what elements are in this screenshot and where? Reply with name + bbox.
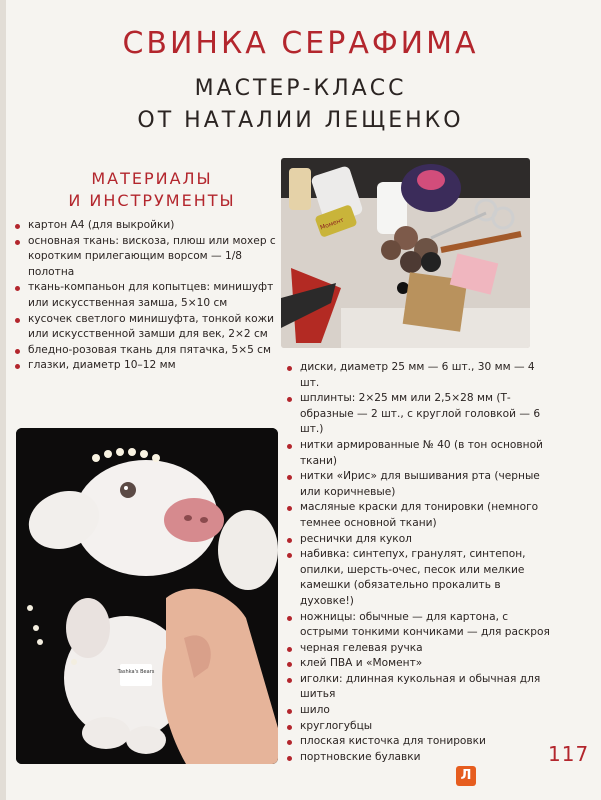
list-item: клей ПВА и «Момент» <box>284 656 554 672</box>
list-item: кусочек светлого минишуфта, тонкой кожи или искусственной замши для век, 2×2 см <box>12 312 282 343</box>
materials-heading <box>52 168 252 212</box>
materials-heading-line-2: И ИНСТРУМЕНТЫ <box>68 191 236 210</box>
materials-list-right <box>284 360 554 765</box>
bullet-icon <box>287 444 292 449</box>
materials-list-left <box>12 218 282 374</box>
list-item: черная гелевая ручка <box>284 641 554 657</box>
list-item: шило <box>284 703 554 719</box>
bullet-icon <box>15 318 20 323</box>
list-item: нитки армированные № 40 (в тон основной ткани) <box>284 438 554 469</box>
list-item: реснички для кукол <box>284 532 554 548</box>
bullet-icon <box>287 647 292 652</box>
bullet-icon <box>15 364 20 369</box>
bullet-icon <box>287 662 292 667</box>
list-item: шплинты: 2×25 мм или 2,5×28 мм (Т-образные — 2 шт., с круглой головкой — 6 шт.) <box>284 391 554 438</box>
list-item: нитки «Ирис» для вышивания рта (черные или коричневые) <box>284 469 554 500</box>
page-title: СВИНКА СЕРАФИМА <box>122 26 479 61</box>
subtitle-line-2: ОТ НАТАЛИИ ЛЕЩЕНКО <box>137 108 464 133</box>
bullet-icon <box>15 286 20 291</box>
list-item: ножницы: обычные — для картона, с острыми тонкими кончиками — для раскроя <box>284 610 554 641</box>
tools-photo <box>281 158 530 348</box>
page-number: 117 <box>548 742 590 766</box>
bullet-icon <box>287 538 292 543</box>
list-item: картон А4 (для выкройки) <box>12 218 282 234</box>
list-item: набивка: синтепух, гранулят, синтепон, опилки, шерсть-очес, песок или мелкие камешки (обязательно прокалить в духовке!) <box>284 547 554 609</box>
bullet-icon <box>287 740 292 745</box>
subtitle-line-1: МАСТЕР-КЛАСС <box>194 76 407 101</box>
bullet-icon <box>287 678 292 683</box>
bullet-icon <box>15 349 20 354</box>
list-item: круглогубцы <box>284 719 554 735</box>
bullet-icon <box>287 709 292 714</box>
list-item: иголки: длинная кукольная и обычная для шитья <box>284 672 554 703</box>
list-item: диски, диаметр 25 мм — 6 шт., 30 мм — 4 шт. <box>284 360 554 391</box>
pig-tag: Tashka's Bears <box>117 669 155 675</box>
list-item: масляные краски для тонировки (немного темнее основной ткани) <box>284 500 554 531</box>
bullet-icon <box>287 553 292 558</box>
list-item: бледно-розовая ткань для пятачка, 5×5 см <box>12 343 282 359</box>
list-item: портновские булавки <box>284 750 554 766</box>
bullet-icon <box>287 756 292 761</box>
bullet-icon <box>15 240 20 245</box>
moment-label: Момент <box>319 216 345 232</box>
pig-photo <box>16 428 278 764</box>
bullet-icon <box>287 397 292 402</box>
bullet-icon <box>287 725 292 730</box>
list-item: ткань-компаньон для копытцев: минишуфт или искусственная замша, 5×10 см <box>12 280 282 311</box>
list-item: глазки, диаметр 10–12 мм <box>12 358 282 374</box>
bullet-icon <box>287 616 292 621</box>
list-item: основная ткань: вискоза, плюш или мохер с коротким прилегающим ворсом — 1/8 полотна <box>12 234 282 281</box>
bullet-icon <box>287 475 292 480</box>
bullet-icon <box>287 506 292 511</box>
publisher-logo: Л <box>456 766 476 786</box>
list-item: плоская кисточка для тонировки <box>284 734 554 750</box>
bullet-icon <box>15 224 20 229</box>
bullet-icon <box>287 366 292 371</box>
materials-heading-line-1: МАТЕРИАЛЫ <box>91 169 213 188</box>
